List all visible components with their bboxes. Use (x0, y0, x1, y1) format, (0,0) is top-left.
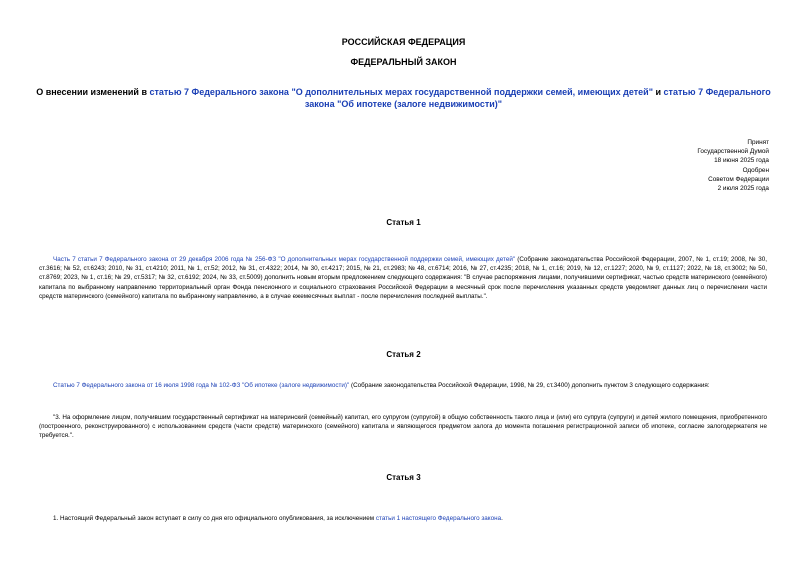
article-1-link[interactable]: Часть 7 статьи 7 Федерального закона от 29 декабря 2006 года № 256-ФЗ "О дополнительных мерах государственной поддержки семей, имеющих детей" (53, 256, 516, 263)
title-prefix: О внесении изменений в (36, 87, 150, 97)
article-3-link[interactable]: статьи 1 настоящего Федерального закона (375, 515, 502, 522)
article-1-text: (Собрание законодательства Российской Федерации, 2007, № 1, ст.19; 2008, № 30, ст.3616; № 52, ст.6243; 2010, № 31, ст.4210; 2011, № 1, ст.52; 2012, № 31, ст.4322; 2014, № 30, ст.4217; 2015, № 21, ст.2983; № 48, ст.6714; 2016, № 27, ст.4235; 2018, № 1, ст.16; 2019, № 12, ст.1227; 2020, № 9, ст.1127; 2022, № 18, ст.3002; № 50, ст.8769; 2023, № 1, ст.16; № 29, ст.5317; № 32, ст.6192; 2024, № 33, ст.5009) дополнить новым вторым предложением следующего содержания: "В случае распоряжения лицами, получившими сертификат, частью средств материнского (семейного) капитала по выбранному направлению территориальный орган Фонда пенсионного и социального страхования Российской Федерации в месячный срок после перечисления указанных средств уведомляет данных лиц о перечислении части средств материнского (семейного) капитала по выбранному направлению, а в случае ежемесячных выплат - после перечисления последней выплаты.". (39, 256, 768, 300)
approved-label: Одобрен (742, 166, 769, 174)
adopted-date: 18 июня 2025 года (714, 157, 769, 165)
article-2-body (39, 381, 767, 390)
article-2-text: (Собрание законодательства Российской Федерации, 1998, № 29, ст.3400) дополнить пунктом 3 следующего содержания: (349, 382, 710, 389)
approved-by: Советом Федерации (708, 175, 769, 183)
title-link-article7-family-support[interactable]: статью 7 Федерального закона "О дополнительных мерах государственной поддержки семей, имеющих детей" (149, 87, 653, 97)
article-2-link[interactable]: Статью 7 Федерального закона от 16 июля 1998 года № 102-ФЗ "Об ипотеке (залоге недвижимости)" (53, 382, 350, 389)
federation-heading: РОССИЙСКАЯ ФЕДЕРАЦИЯ (341, 37, 466, 47)
law-type-heading: ФЕДЕРАЛЬНЫЙ ЗАКОН (350, 57, 457, 67)
article-3-text: 1. Настоящий Федеральный закон вступает в силу со дня его официального опубликования, за исключением (53, 515, 376, 522)
article-2-heading: Статья 2 (386, 350, 421, 359)
approved-date: 2 июля 2025 года (717, 185, 769, 193)
title-link-article7-mortgage[interactable]: статью 7 Федерального закона "Об ипотеке (залоге недвижимости)" (304, 87, 771, 109)
article-3-heading: Статья 3 (386, 473, 421, 482)
adopted-label: Принят (747, 139, 769, 146)
article-2-quote-text: "3. На оформление лицом, получившим государственный сертификат на материнский (семейный) капитал, его супругом (супругой) в общую собственность такого лица и (или) его супруга (супруги) и детей жилого помещения, приобретенного (построенного, реконструированного) с использованием средств (части средств) материнского (семейного) капитала и являющегося предметом залога до момента погашения регистрационной записи об ипотеке, согласие залогодержателя не требуется.". (39, 414, 767, 440)
article-1-body (39, 255, 767, 301)
adoption-block (697, 138, 769, 193)
title-middle: и (652, 87, 664, 97)
article-1-heading: Статья 1 (386, 218, 421, 227)
article-3-end: . (501, 515, 503, 522)
adopted-by: Государственной Думой (697, 148, 769, 156)
law-title (30, 86, 777, 110)
article-2-quote (39, 413, 767, 441)
article-3-body (39, 514, 767, 523)
